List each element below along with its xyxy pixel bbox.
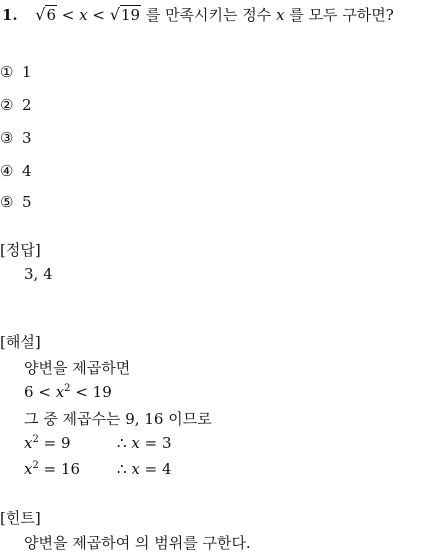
- explanation-line-5: $x^2 = 16$: [24, 460, 81, 478]
- choice-1-mark: ①: [0, 63, 14, 81]
- choice-3-value: 3: [22, 129, 32, 147]
- question-number: 1.: [2, 6, 18, 24]
- choice-5-mark: ⑤: [0, 193, 14, 211]
- question-line: [2, 4, 394, 25]
- answer-value: 3, 4: [24, 265, 53, 283]
- question-text-end: 를 모두 구하면?: [289, 6, 394, 24]
- less-than-2: <: [92, 6, 105, 24]
- choice-2[interactable]: [0, 96, 32, 114]
- explanation-line-1: 양변을 제곱하면: [24, 359, 131, 377]
- hint-text: 양변을 제곱하여 의 범위를 구한다.: [24, 534, 251, 552]
- answer-label: [정답]: [0, 241, 41, 259]
- choice-2-value: 2: [22, 96, 32, 114]
- explanation-label: [해설]: [0, 333, 41, 351]
- less-than-1: <: [61, 6, 75, 24]
- choice-2-mark: ②: [0, 96, 14, 114]
- choice-3-mark: ③: [0, 129, 14, 147]
- choice-5-value: 5: [22, 193, 32, 211]
- choice-4-value: 4: [22, 162, 32, 180]
- choice-1[interactable]: [0, 63, 32, 81]
- choice-3[interactable]: [0, 129, 32, 147]
- variable-x: x: [79, 6, 88, 24]
- therefore-icon: ∴: [117, 434, 127, 452]
- choice-4-mark: ④: [0, 162, 14, 180]
- explanation-line-3: 그 중 제곱수는 9, 16 이므로: [24, 410, 212, 428]
- choice-5[interactable]: [0, 193, 32, 211]
- choice-1-value: 1: [22, 63, 32, 81]
- explanation-line-2: $6 < x^2 < 19$: [24, 383, 112, 401]
- sqrt-19: √19: [109, 5, 141, 24]
- explanation-line-4: $x^2 = 9$: [24, 434, 71, 452]
- explanation-line-5-result: ∴ x = 4: [117, 460, 172, 478]
- therefore-icon: ∴: [117, 460, 127, 478]
- hint-label: [힌트]: [0, 509, 41, 527]
- question-text-var: x: [276, 6, 285, 24]
- choice-4[interactable]: [0, 162, 32, 180]
- explanation-line-4-result: ∴ x = 3: [117, 434, 172, 452]
- question-text: 를 만족시키는 정수: [145, 6, 272, 24]
- sqrt-6: √6: [35, 5, 56, 24]
